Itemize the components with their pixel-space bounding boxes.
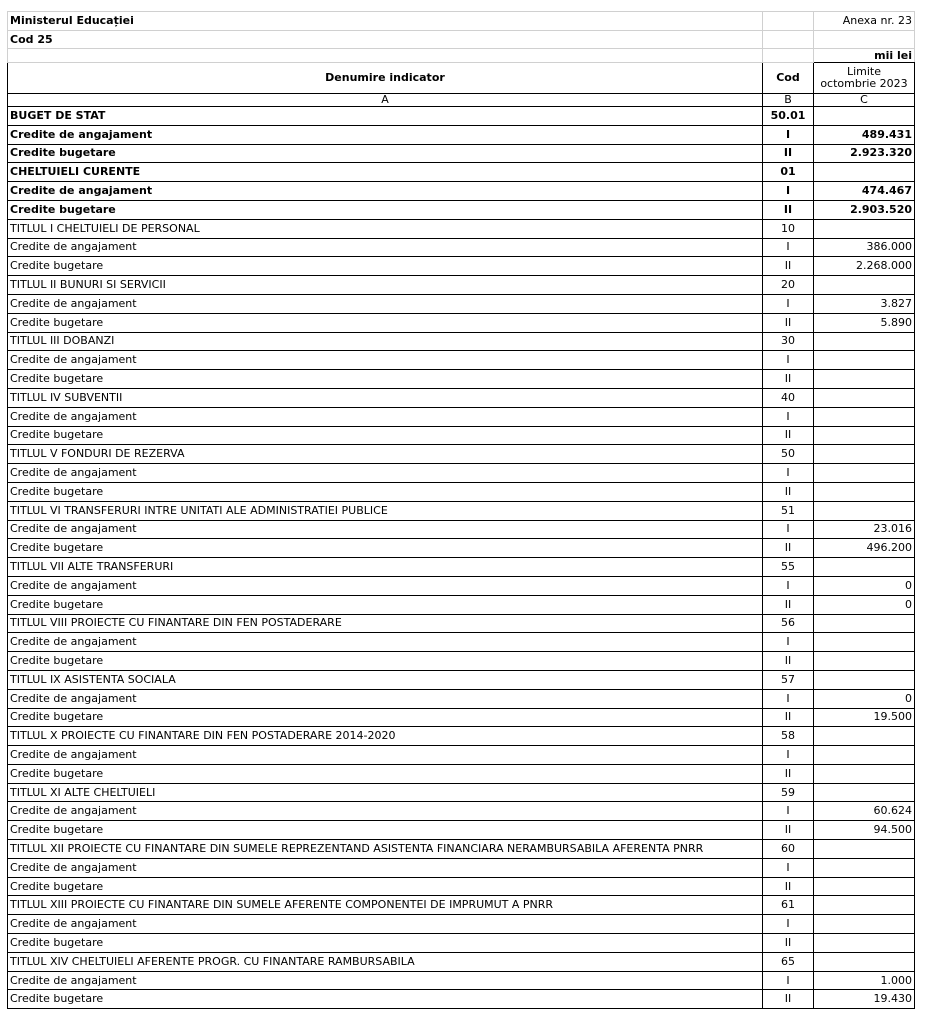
- indicator-name-cell: TITLUL VII ALTE TRANSFERURI: [8, 558, 763, 577]
- code-cell: 58: [763, 727, 814, 746]
- code-cell: I: [763, 238, 814, 257]
- empty-cell: [814, 31, 915, 49]
- code-cell: 56: [763, 614, 814, 633]
- value-cell: 496.200: [814, 539, 915, 558]
- code-cell: 61: [763, 896, 814, 915]
- indicator-name-cell: Credite de angajament: [8, 746, 763, 765]
- table-row: [8, 971, 915, 990]
- code-cell: II: [763, 764, 814, 783]
- table-row: [8, 595, 915, 614]
- value-cell: [814, 896, 915, 915]
- value-cell: [814, 670, 915, 689]
- indicator-name-cell: TITLUL XI ALTE CHELTUIELI: [8, 783, 763, 802]
- indicator-name-cell: TITLUL VIII PROIECTE CU FINANTARE DIN FEN POSTADERARE: [8, 614, 763, 633]
- empty-cell: [8, 49, 763, 63]
- indicator-name-cell: Credite de angajament: [8, 520, 763, 539]
- value-cell: [814, 727, 915, 746]
- table-row: [8, 482, 915, 501]
- indicator-name-cell: Credite de angajament: [8, 407, 763, 426]
- table-row: [8, 915, 915, 934]
- table-row: [8, 464, 915, 483]
- code-cell: I: [763, 182, 814, 201]
- indicator-name-cell: Credite de angajament: [8, 238, 763, 257]
- indicator-name-cell: Credite bugetare: [8, 313, 763, 332]
- value-cell: 19.430: [814, 990, 915, 1009]
- code-cell: II: [763, 990, 814, 1009]
- table-row: [8, 332, 915, 351]
- value-cell: [814, 952, 915, 971]
- value-cell: [814, 482, 915, 501]
- value-cell: [814, 934, 915, 953]
- table-row: [8, 708, 915, 727]
- limit-line-1: Limite: [846, 65, 882, 78]
- table-row: [8, 445, 915, 464]
- indicator-name-cell: Credite de angajament: [8, 351, 763, 370]
- code-cell: 10: [763, 219, 814, 238]
- empty-cell: [763, 12, 814, 31]
- value-cell: [814, 764, 915, 783]
- table-row: [8, 633, 915, 652]
- code-cell: II: [763, 652, 814, 671]
- code-cell: II: [763, 370, 814, 389]
- table-row: [8, 858, 915, 877]
- table-row: [8, 426, 915, 445]
- value-cell: [814, 746, 915, 765]
- column-letter-c: C: [814, 94, 915, 107]
- indicator-name-cell: TITLUL X PROIECTE CU FINANTARE DIN FEN POSTADERARE 2014-2020: [8, 727, 763, 746]
- indicator-name-cell: Credite bugetare: [8, 595, 763, 614]
- indicator-name-cell: Credite bugetare: [8, 200, 763, 219]
- indicator-name-cell: Credite de angajament: [8, 858, 763, 877]
- table-row: [8, 276, 915, 295]
- table-row: [8, 802, 915, 821]
- table-row: [8, 182, 915, 201]
- code-cell: I: [763, 351, 814, 370]
- code-cell: II: [763, 821, 814, 840]
- indicator-name-cell: Credite de angajament: [8, 294, 763, 313]
- value-cell: 2.268.000: [814, 257, 915, 276]
- table-row: [8, 821, 915, 840]
- unit-label: mii lei: [814, 49, 915, 63]
- code-cell: II: [763, 539, 814, 558]
- code-cell: I: [763, 746, 814, 765]
- indicator-name-cell: TITLUL I CHELTUIELI DE PERSONAL: [8, 219, 763, 238]
- value-cell: [814, 614, 915, 633]
- indicator-name-cell: Credite bugetare: [8, 539, 763, 558]
- value-cell: [814, 877, 915, 896]
- value-cell: [814, 652, 915, 671]
- column-header-name: Denumire indicator: [8, 63, 763, 94]
- table-row: [8, 670, 915, 689]
- indicator-name-cell: Credite bugetare: [8, 708, 763, 727]
- code-cell: 59: [763, 783, 814, 802]
- indicator-name-cell: Credite bugetare: [8, 877, 763, 896]
- indicator-name-cell: TITLUL IV SUBVENTII: [8, 388, 763, 407]
- table-row: [8, 840, 915, 859]
- code-cell: I: [763, 520, 814, 539]
- indicator-name-cell: Credite de angajament: [8, 915, 763, 934]
- column-letter-row: [8, 94, 915, 107]
- table-row: [8, 689, 915, 708]
- indicator-name-cell: Credite de angajament: [8, 633, 763, 652]
- table-row: [8, 144, 915, 163]
- unit-row: [8, 49, 915, 63]
- value-cell: [814, 332, 915, 351]
- value-cell: 489.431: [814, 125, 915, 144]
- table-row: [8, 934, 915, 953]
- code-cell: I: [763, 633, 814, 652]
- code-cell: 51: [763, 501, 814, 520]
- indicator-name-cell: Credite bugetare: [8, 257, 763, 276]
- value-cell: [814, 858, 915, 877]
- code-cell: 60: [763, 840, 814, 859]
- table-row: [8, 877, 915, 896]
- code-cell: 57: [763, 670, 814, 689]
- value-cell: 19.500: [814, 708, 915, 727]
- table-row: [8, 200, 915, 219]
- code-cell: I: [763, 407, 814, 426]
- limit-line-2: octombrie 2023: [820, 77, 908, 90]
- value-cell: [814, 445, 915, 464]
- code-cell: 30: [763, 332, 814, 351]
- table-row: [8, 614, 915, 633]
- indicator-name-cell: TITLUL III DOBANZI: [8, 332, 763, 351]
- indicator-name-cell: TITLUL IX ASISTENTA SOCIALA: [8, 670, 763, 689]
- value-cell: 386.000: [814, 238, 915, 257]
- value-cell: [814, 388, 915, 407]
- table-row: [8, 501, 915, 520]
- column-header-limit: [814, 63, 915, 94]
- budget-table: [7, 11, 915, 1009]
- table-row: [8, 783, 915, 802]
- code-cell: I: [763, 858, 814, 877]
- empty-cell: [763, 49, 814, 63]
- value-cell: [814, 464, 915, 483]
- value-cell: 0: [814, 595, 915, 614]
- code-cell: I: [763, 802, 814, 821]
- value-cell: [814, 163, 915, 182]
- indicator-name-cell: TITLUL VI TRANSFERURI INTRE UNITATI ALE ADMINISTRATIEI PUBLICE: [8, 501, 763, 520]
- indicator-name-cell: Credite de angajament: [8, 182, 763, 201]
- code-cell: 55: [763, 558, 814, 577]
- code-cell: I: [763, 294, 814, 313]
- indicator-name-cell: Credite bugetare: [8, 990, 763, 1009]
- table-row: [8, 407, 915, 426]
- indicator-name-cell: Credite bugetare: [8, 821, 763, 840]
- table-row: [8, 652, 915, 671]
- code-cell: II: [763, 426, 814, 445]
- value-cell: [814, 915, 915, 934]
- value-cell: [814, 407, 915, 426]
- value-cell: 474.467: [814, 182, 915, 201]
- table-row: [8, 388, 915, 407]
- value-cell: 2.923.320: [814, 144, 915, 163]
- code-cell: 01: [763, 163, 814, 182]
- table-row: [8, 107, 915, 126]
- indicator-name-cell: TITLUL II BUNURI SI SERVICII: [8, 276, 763, 295]
- code-cell: I: [763, 689, 814, 708]
- indicator-name-cell: Credite de angajament: [8, 125, 763, 144]
- table-row: [8, 238, 915, 257]
- code-cell: II: [763, 313, 814, 332]
- indicator-name-cell: BUGET DE STAT: [8, 107, 763, 126]
- indicator-name-cell: Credite bugetare: [8, 652, 763, 671]
- value-cell: 0: [814, 576, 915, 595]
- code-cell: I: [763, 576, 814, 595]
- code-cell: I: [763, 125, 814, 144]
- column-letter-a: A: [8, 94, 763, 107]
- indicator-name-cell: Credite bugetare: [8, 934, 763, 953]
- info-row-code: [8, 31, 915, 49]
- indicator-name-cell: Credite bugetare: [8, 482, 763, 501]
- table-row: [8, 558, 915, 577]
- value-cell: [814, 501, 915, 520]
- table-row: [8, 313, 915, 332]
- value-cell: [814, 276, 915, 295]
- table-row: [8, 990, 915, 1009]
- code-cell: II: [763, 934, 814, 953]
- value-cell: [814, 219, 915, 238]
- table-row: [8, 746, 915, 765]
- code-cell: II: [763, 200, 814, 219]
- indicator-name-cell: Credite de angajament: [8, 689, 763, 708]
- table-row: [8, 576, 915, 595]
- table-row: [8, 257, 915, 276]
- code-label: Cod 25: [8, 31, 763, 49]
- indicator-name-cell: Credite bugetare: [8, 426, 763, 445]
- table-row: [8, 520, 915, 539]
- indicator-name-cell: Credite de angajament: [8, 802, 763, 821]
- table-row: [8, 370, 915, 389]
- code-cell: II: [763, 595, 814, 614]
- code-cell: II: [763, 257, 814, 276]
- indicator-name-cell: Credite bugetare: [8, 370, 763, 389]
- value-cell: 5.890: [814, 313, 915, 332]
- code-cell: II: [763, 144, 814, 163]
- value-cell: 0: [814, 689, 915, 708]
- indicator-name-cell: Credite de angajament: [8, 576, 763, 595]
- column-header-code: Cod: [763, 63, 814, 94]
- code-cell: 20: [763, 276, 814, 295]
- code-cell: 40: [763, 388, 814, 407]
- annex-label: Anexa nr. 23: [814, 12, 915, 31]
- indicator-name-cell: Credite bugetare: [8, 764, 763, 783]
- table-row: [8, 727, 915, 746]
- indicator-name-cell: TITLUL XII PROIECTE CU FINANTARE DIN SUMELE REPREZENTAND ASISTENTA FINANCIARA NERAMBURSABILA AFERENTA PNRR: [8, 840, 763, 859]
- value-cell: 60.624: [814, 802, 915, 821]
- indicator-name-cell: CHELTUIELI CURENTE: [8, 163, 763, 182]
- table-row: [8, 952, 915, 971]
- indicator-name-cell: Credite de angajament: [8, 464, 763, 483]
- table-row: [8, 125, 915, 144]
- table-row: [8, 764, 915, 783]
- value-cell: 23.016: [814, 520, 915, 539]
- table-row: [8, 896, 915, 915]
- value-cell: 3.827: [814, 294, 915, 313]
- indicator-name-cell: TITLUL XIII PROIECTE CU FINANTARE DIN SUMELE AFERENTE COMPONENTEI DE IMPRUMUT A PNRR: [8, 896, 763, 915]
- value-cell: 94.500: [814, 821, 915, 840]
- indicator-name-cell: TITLUL V FONDURI DE REZERVA: [8, 445, 763, 464]
- value-cell: [814, 370, 915, 389]
- value-cell: [814, 426, 915, 445]
- code-cell: 50.01: [763, 107, 814, 126]
- table-row: [8, 163, 915, 182]
- empty-cell: [763, 31, 814, 49]
- info-row-institution: [8, 12, 915, 31]
- indicator-name-cell: Credite de angajament: [8, 971, 763, 990]
- value-cell: [814, 351, 915, 370]
- value-cell: 1.000: [814, 971, 915, 990]
- code-cell: II: [763, 877, 814, 896]
- code-cell: I: [763, 915, 814, 934]
- column-letter-b: B: [763, 94, 814, 107]
- value-cell: [814, 840, 915, 859]
- value-cell: 2.903.520: [814, 200, 915, 219]
- code-cell: I: [763, 464, 814, 483]
- code-cell: 65: [763, 952, 814, 971]
- table-row: [8, 294, 915, 313]
- column-header-row: [8, 63, 915, 94]
- table-row: [8, 219, 915, 238]
- table-row: [8, 539, 915, 558]
- indicator-name-cell: TITLUL XIV CHELTUIELI AFERENTE PROGR. CU FINANTARE RAMBURSABILA: [8, 952, 763, 971]
- institution-name: Ministerul Educației: [8, 12, 763, 31]
- code-cell: II: [763, 482, 814, 501]
- code-cell: I: [763, 971, 814, 990]
- value-cell: [814, 107, 915, 126]
- value-cell: [814, 558, 915, 577]
- code-cell: II: [763, 708, 814, 727]
- value-cell: [814, 783, 915, 802]
- table-row: [8, 351, 915, 370]
- value-cell: [814, 633, 915, 652]
- indicator-name-cell: Credite bugetare: [8, 144, 763, 163]
- code-cell: 50: [763, 445, 814, 464]
